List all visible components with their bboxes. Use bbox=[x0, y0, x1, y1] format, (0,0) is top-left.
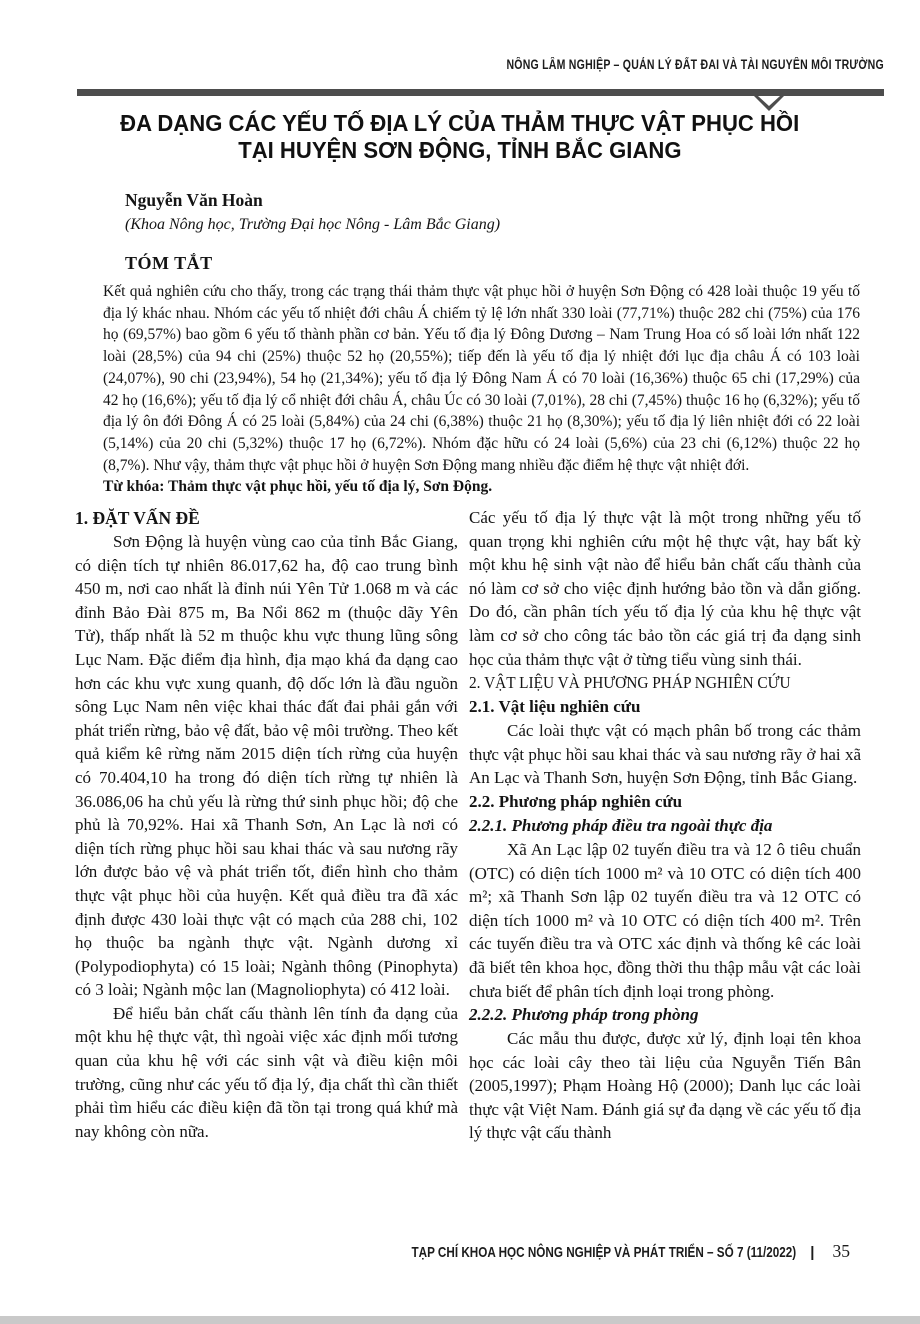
section-2-2-heading: 2.2. Phương pháp nghiên cứu bbox=[469, 791, 683, 811]
materials-paragraph: Các loài thực vật có mạch phân bố trong các thảm thực vật phục hồi sau khai thác và sau nương rãy ở hai xã An Lạc và Thanh Sơn, huyện Sơn Động, tỉnh Bắc Giang. bbox=[469, 721, 861, 788]
section-2-heading: 2. VẬT LIỆU VÀ PHƯƠNG PHÁP NGHIÊN CỨU bbox=[469, 673, 791, 693]
article-title-line1: ĐA DẠNG CÁC YẾU TỐ ĐỊA LÝ CỦA THẢM THỰC VẬT PHỤC HỒI bbox=[120, 110, 800, 136]
article-title bbox=[0, 110, 920, 164]
running-head bbox=[77, 56, 884, 74]
abstract-heading: TÓM TẮT bbox=[125, 253, 213, 273]
author-affiliation: (Khoa Nông học, Trường Đại học Nông - Lâm Bắc Giang) bbox=[125, 216, 501, 233]
running-head-category: NÔNG LÂM NGHIỆP – QUẢN LÝ ĐẤT ĐAI VÀ TÀI NGUYÊN MÔI TRƯỜNG bbox=[506, 57, 884, 72]
page-footer bbox=[303, 1241, 850, 1262]
footer-page-number: 35 bbox=[832, 1241, 850, 1261]
scan-bottom-edge bbox=[0, 1316, 920, 1324]
chevron-down-icon bbox=[754, 96, 784, 111]
section-2-1-heading: 2.1. Vật liệu nghiên cứu bbox=[469, 697, 641, 717]
right-column bbox=[469, 506, 861, 1145]
abstract-keywords: Từ khóa: Thảm thực vật phục hồi, yếu tố địa lý, Sơn Động. bbox=[103, 478, 493, 496]
section-2-2-2-heading: 2.2.2. Phương pháp trong phòng bbox=[469, 1005, 699, 1025]
author-name: Nguyễn Văn Hoàn bbox=[125, 190, 263, 210]
intro-paragraph-2: Để hiểu bản chất cấu thành lên tính đa dạng của một khu hệ thực vật, thì ngoài việc xác định mối tương quan của khu hệ với các sinh vật và điều kiện môi trường, cũng như các yếu tố địa lý, địa chất thì cần thiết phải tìm hiểu các điều kiện đã tồn tại trong quá khứ mà nay không còn nữa. bbox=[75, 1003, 458, 1141]
left-column bbox=[75, 506, 458, 1145]
section-2-2-1-heading: 2.2.1. Phương pháp điều tra ngoài thực địa bbox=[469, 815, 773, 835]
lab-method-paragraph: Các mẫu thu được, được xử lý, định loại tên khoa học các loài cây theo tài liệu của Nguyễn Tiến Bân (2005,1997); Phạm Hoàng Hộ (2000); Danh lục các loài thực vật Việt Nam. Đánh giá sự đa dạng về các yếu tố địa lý thực vật cấu thành bbox=[469, 1029, 861, 1143]
header-rule-bar bbox=[77, 89, 884, 96]
footer-journal-title: TẠP CHÍ KHOA HỌC NÔNG NGHIỆP VÀ PHÁT TRIỂN – SỐ 7 (11/2022) bbox=[411, 1244, 797, 1261]
abstract-text: Kết quả nghiên cứu cho thấy, trong các trạng thái thảm thực vật phục hồi ở huyện Sơn Động có 428 loài thuộc 19 yếu tố địa lý khác nhau. Nhóm các yếu tố nhiệt đới châu Á chiếm tỷ lệ lớn nhất 330 loài (77,71%) thuộc 282 chi (75%) của 176 họ (69,57%) bao gồm 6 yếu tố thành phần cơ bản. Yếu tố địa lý Đông Dương – Nam Trung Hoa có số loài lớn nhất 122 loài (28,5%) của 94 chi (25%) thuộc 52 họ (20,55%); tiếp đến là yếu tố địa lý nhiệt đới lục địa châu Á có 103 loài (24,07%), 90 chi (23,94%), 54 họ (21,34%); yếu tố địa lý Đông Nam Á có 70 loài (16,36%) thuộc 65 chi (17,29%) của 42 họ (16,6%); yếu tố địa lý cổ nhiệt đới châu Á, châu Úc có 30 loài (7,01%), 28 chi (7,45%) thuộc 16 họ (6,32%); yếu tố địa lý ôn đới Đông Á có 25 loài (5,84%) của 24 chi (6,38%) thuộc 21 họ (8,30%); yếu tố địa lý liên nhiệt đới có 22 loài (5,14%) của 20 chi (5,32%) thuộc 17 họ (6,72%). Nhóm đặc hữu có 24 loài (5,6%) của 23 chi (6,12%) thuộc 22 họ (8,7%). Như vậy, thảm thực vật phục hồi ở huyện Sơn Động mang nhiều đặc điểm hệ thực vật nhiệt đới. bbox=[103, 283, 860, 474]
article-title-line2: TẠI HUYỆN SƠN ĐỘNG, TỈNH BẮC GIANG bbox=[238, 137, 682, 163]
abstract-block bbox=[103, 281, 860, 498]
body-columns bbox=[75, 506, 861, 1145]
intro-paragraph-1: Sơn Động là huyện vùng cao của tỉnh Bắc Giang, có diện tích tự nhiên 86.017,62 ha, độ cao trung bình 450 m, nơi cao nhất là đỉnh núi Yên Tử 1.068 m và các đỉnh Bảo Đài 875 m, Ba Nổi 862 m (thuộc dãy Yên Tử), thấp nhất là 52 m thuộc khu vực thung lũng sông Lục Nam. Đặc điểm địa hình, địa mạo khá đa dạng cao hơn các khu vực xung quanh, độ dốc lớn là đầu nguồn sông Lục Nam nên việc khai thác đất đai phải gắn với phát triển rừng, bảo vệ đất, bảo vệ môi trường. Theo kết quả kiểm kê rừng năm 2015 diện tích rừng của huyện có 70.404,10 ha trong đó diện tích rừng tự nhiên là 36.086,06 ha chủ yếu là rừng thứ sinh phục hồi; độ che phủ là 70,92%. Hai xã Thanh Sơn, An Lạc là nơi có diện tích rừng phục hồi sau khai thác và sau nương rãy lớn được bảo vệ và phát triển tốt, điển hình cho thảm thực vật phục hồi của huyện. Kết quả điều tra đã xác định được 430 loài thực vật có mạch của 288 chi, 102 họ thuộc ba ngành thực vật. Ngành dương xỉ (Polypodiophyta) có 15 loài; Ngành thông (Pinophyta) có 3 loài; Ngành mộc lan (Magnoliophyta) có 412 loài. bbox=[75, 532, 458, 1000]
field-method-paragraph: Xã An Lạc lập 02 tuyến điều tra và 12 ô tiêu chuẩn (OTC) có diện tích 1000 m² và 10 OTC có diện tích 400 m²; xã Thanh Sơn lập 02 tuyến điều tra và 12 OTC có diện tích 1000 m² và 10 OTC có diện tích 400 m². Trên các tuyến điều tra và OTC xác định và thống kê các loài đã biết tên khoa học, đồng thời thu thập mẫu vật các loài chưa biết để phân tích định loại trong phòng. bbox=[469, 839, 861, 1001]
footer-separator: | bbox=[810, 1244, 815, 1261]
author-block bbox=[125, 190, 500, 234]
section-1-heading: 1. ĐẶT VẤN ĐỀ bbox=[75, 508, 200, 528]
continuation-paragraph: Các yếu tố địa lý thực vật là một trong những yếu tố quan trọng khi nghiên cứu một hệ thực vật, hay bất kỳ một khu hệ sinh vật nào để hiểu bản chất cấu thành của nó làm cơ sở cho việc định hướng bảo tồn và dẫn giống. Do đó, cần phân tích yếu tố địa lý của khu hệ thực vật làm cơ sở cho công tác bảo tồn các giá trị đa dạng sinh học của thảm thực vật ở từng tiểu vùng sinh thái. bbox=[469, 508, 861, 669]
